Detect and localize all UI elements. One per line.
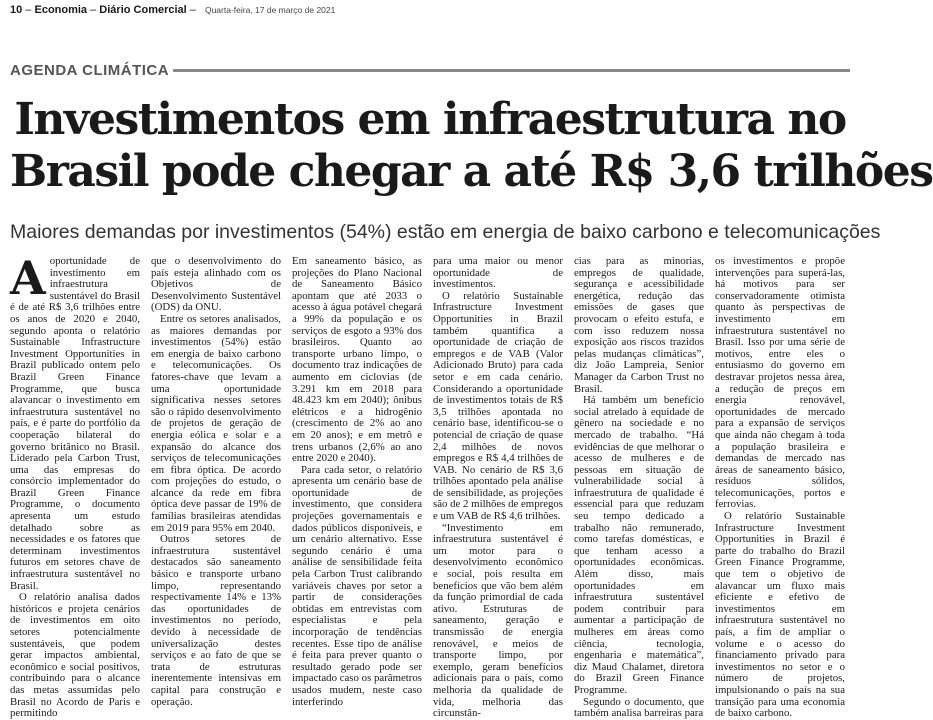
headline-line-1: Investimentos em infraestrutura no: [14, 94, 846, 145]
article-paragraph: “Investimento em infraestrutura sustentável é um motor para o desenvolvimento econômico e social, pois resulta em benefícios que vão bem além da função primordial de cada ativo. Estruturas de saneamento, geração e transmissão de energia renovável, e meios de transporte limpo, por exemplo, geram benefícios adicionais para o país, como melhoria da qualidade de vida, melhoria das circunstân-: [433, 521, 563, 720]
headline-line-2: Brasil pode chegar a até R$ 3,6 trilhões: [10, 146, 933, 197]
section-name: Economia: [34, 4, 88, 16]
article-paragraph: Segundo o documento, que também analisa barreiras para: [574, 695, 704, 720]
page-number: 10: [10, 4, 23, 16]
drop-cap: A: [10, 251, 46, 305]
article-paragraph: Entre os setores analisados, as maiores demandas por investimentos (54%) estão em energia de baixo carbono e telecomunicações. Os fatores-chave que levam a uma oportunidade significativa nesses setores são o rápido desenvolvimento de projetos de geração de energia eólica e solar e a expansão do alcance dos serviços de telecomunicações em fibra óptica. De acordo com projeções do estudo, o alcance da rede em fibra óptica deve passar de 19% de famílias brasileiras atendidas em 2019 para 95% em 2040.: [151, 312, 281, 534]
article-column: [10, 251, 140, 720]
article-paragraph: Para cada setor, o relatório apresenta um cenário base de oportunidade de investimento, que considera projeções governamentais e dados públicos disponíveis, e um cenário alternativo. Esse segundo cenário é uma análise de sensibilidade feita pela Carbon Trust calibrando variáveis chaves por setor a partir de considerações obtidas em entrevistas com especialistas e pela incorporação de tendências recentes. Esse tipo de análise é feita para prever quanto o resultado gerado pode ser impactado caso os parâmetros usados mudem, neste caso interferindo: [292, 463, 422, 708]
article-paragraph: O relatório Sustainable Infrastructure Investment Opportunities in Brazil é parte do trabalho do Brazil Green Finance Programme, que tem o objetivo de alavancar um fluxo mais eficiente e efetivo de investimentos em infraestrutura sustentável no país, a fim de ampliar o volume e o acesso do financiamento privado para investimentos no setor e o número de projetos, impulsionando o país na sua transição para uma economia de baixo carbono.: [715, 510, 845, 720]
article-paragraph: que o desenvolvimento do país esteja alinhado com os Objetivos de Desenvolvimento Sustentável (ODS) da ONU.: [151, 255, 281, 314]
article-paragraph: os investimentos e propõe intervenções para superá-las, há motivos para ser conservadoramente otimista quanto às perspectivas de investimento em infraestrutura sustentável no Brasil. Isso por uma série de motivos, entre eles o entusiasmo do governo em destravar projetos nessa área, a redução de preços em energia renovável, oportunidades de mercado para a expansão de serviços que ainda não chegam à toda a população brasileira e demandas de mercado nas áreas de saneamento básico, resíduos sólidos, telecomunicações, portos e ferrovias.: [715, 255, 845, 511]
headline: [10, 94, 933, 198]
section-kicker: AGENDA CLIMÁTICA: [10, 61, 170, 79]
issue-date: Quarta-feira, 17 de março de 2021: [204, 5, 336, 15]
article-paragraph: cias para as minorias, empregos de qualidade, segurança e acessibilidade energética, redução das emissões de gases que provocam o efeito estufa, e com isso reduzem nossa exposição aos riscos trazidos pelas mudanças climáticas”, diz João Lampreia, Senior Manager da Carbon Trust no Brasil.: [574, 255, 704, 395]
section-kicker-bar: [10, 60, 850, 80]
article-body: [10, 251, 850, 720]
article-paragraph: Outros setores de infraestrutura sustentável destacados são saneamento básico e transporte urbano limpo, representando respectivamente 14% e 13% das oportunidades de investimentos no período, devido à necessidade de universalização destes serviços e ao fato de que se trata de estruturas inerentemente intensivas em capital para construção e operação.: [151, 533, 281, 708]
article-paragraph: Há também um benefício social atrelado à equidade de gênero na sociedade e no mercado de trabalho. “Há evidências de que melhorar o acesso de mulheres e de pessoas em situação de vulnerabilidade social à infraestrutura de qualidade é essencial para que reduzam seu tempo dedicado a trabalho não remunerado, como tarefas domésticas, e que tenham acesso a oportunidades econômicas. Além disso, mais oportunidades em infraestrutura sustentável podem contribuir para aumentar a participação de mulheres em áreas como ciência, tecnologia, engenharia e matemática”, diz Maud Chalamet, diretora do Brazil Green Finance Programme.: [574, 394, 704, 696]
kicker-rule: [173, 69, 850, 72]
article-column: [292, 255, 422, 708]
subheadline: Maiores demandas por investimentos (54%) estão em energia de baixo carbono e telecomunicações: [10, 221, 881, 243]
article-paragraph: Em saneamento básico, as projeções do Plano Nacional de Saneamento Básico apontam que até 2033 o acesso à água potável chegará a 99% da população e os serviços de esgoto a 93% dos brasileiros. Quanto ao transporte urbano limpo, o documento traz indicações de aumento em ciclovias (de 3.291 km em 2018 para 48.423 km em 2040); ônibus elétricos e a hidrogênio (crescimento de 2% ao ano em 20 anos); e em metrô e trens urbanos (2,6% ao ano entre 2020 e 2040).: [292, 255, 422, 465]
newspaper-name: Diário Comercial: [99, 4, 187, 16]
article-column: [574, 255, 704, 720]
article-column: [151, 255, 281, 708]
article-paragraph: Aoportunidade de investimento em infraestrutura sustentável do Brasil é de até R$ 3,6 trilhões entre os anos de 2020 e 2040, segundo aponta o relatório Sustainable Infrastructure Investment Opportunities in Brazil publicado ontem pelo Brazil Green Finance Programme, que busca alavancar o investimento em infraestrutura sustentável no país, e é parte do portfólio da cooperação bilateral do governo britânico no Brasil. Liderado pela Carbon Trust, uma das empresas do consórcio implementador do Brazil Green Finance Programme, o documento apresenta um estudo detalhado sobre as necessidades e os fatores que determinam investimentos futuros em setores chave de infraestrutura sustentável no Brasil.: [10, 251, 140, 592]
article-paragraph: para uma maior ou menor oportunidade de investimentos.: [433, 255, 563, 291]
article-column: [433, 255, 563, 720]
article-paragraph: O relatório analisa dados históricos e projeta cenários de investimentos em oito setores potencialmente sustentáveis, que podem gerar impactos ambiental, econômico e social positivos, contribuindo para o alcance das metas assumidas pelo Brasil no Acordo de Paris e permitindo: [10, 591, 140, 720]
page-header: 10 – Economia – Diário Comercial – Quarta-feira, 17 de março de 2021: [10, 4, 336, 16]
article-column: [715, 255, 845, 720]
article-paragraph: O relatório Sustainable Infrastructure Investment Opportunities in Brazil também quantifica a oportunidade de criação de empregos e de VAB (Valor Adicionado Bruto) para cada setor e em cada cenário. Considerando a oportunidade de investimentos totais de R$ 3,5 trilhões apontada no cenário base, identificou-se o potencial de criação de quase 2,4 milhões de novos empregos e R$ 4,4 trilhões de VAB. No cenário de R$ 3,6 trilhões apontado pela análise de sensibilidade, as projeções são de 2 milhões de empregos e um VAB de R$ 4,6 trilhões.: [433, 289, 563, 523]
